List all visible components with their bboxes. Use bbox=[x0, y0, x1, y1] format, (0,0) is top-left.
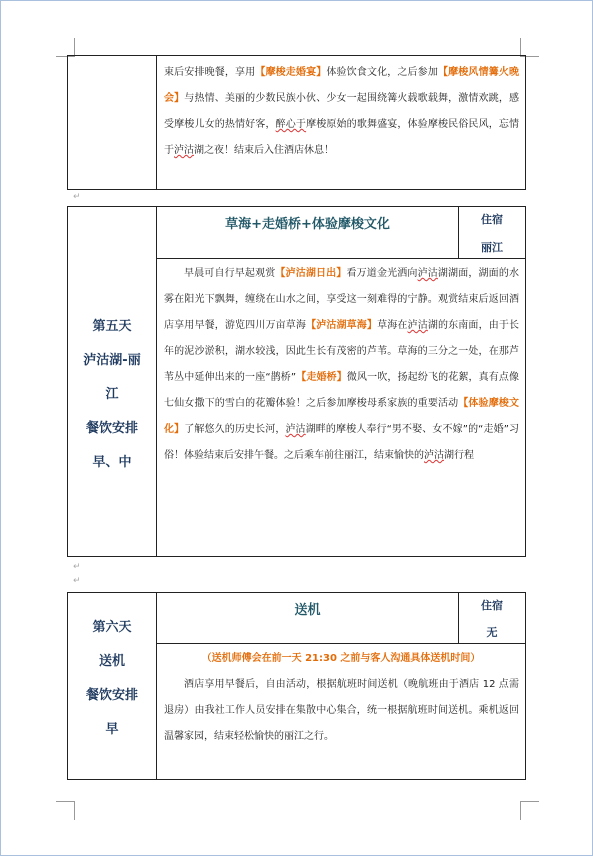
day-title-line: 第六天 bbox=[92, 620, 132, 635]
highlight-label: 【摩梭走婚宴】 bbox=[255, 67, 327, 78]
crop-mark-bottom-right bbox=[520, 801, 539, 820]
day5-theme-cell bbox=[157, 207, 459, 259]
day-title-line: 餐饮安排 bbox=[85, 688, 138, 703]
crop-mark-bottom-left bbox=[56, 801, 75, 820]
highlight-label: 【体验摩梭文化】 bbox=[164, 398, 520, 435]
text-run: 束后安排晚餐，享用 bbox=[164, 67, 256, 78]
day-title-line: 泸沽湖-丽 bbox=[83, 352, 141, 368]
day-title-line: 送机 bbox=[98, 654, 125, 669]
day4-body-cell[interactable] bbox=[157, 56, 526, 190]
text-run: 湖畔的摩梭人奉行“男不娶、女不嫁”的“走婚”习俗！体验结束后安排午餐。之后乘车前往丽江，结束愉快的 bbox=[164, 424, 520, 461]
day5-stay-label: 住宿 bbox=[481, 213, 503, 226]
day-title-line: 餐饮安排 bbox=[85, 420, 138, 436]
day5-table bbox=[67, 206, 526, 557]
day-title-line: 早、中 bbox=[92, 454, 132, 470]
text-run: 看万道金光洒向 bbox=[346, 268, 418, 279]
day-title-line: 早 bbox=[105, 722, 119, 737]
text-run: 湖行程 bbox=[444, 450, 474, 461]
day5-body-cell[interactable] bbox=[157, 259, 526, 557]
text-run: 与热情、美丽的少数民族小伙、少女一起围绕篝火载歌载舞，激情欢跳，感受摩梭儿女的热情好客， bbox=[164, 93, 520, 130]
day6-table bbox=[67, 592, 526, 780]
highlight-label: 【泸沽湖草海】 bbox=[306, 320, 378, 331]
spellcheck-word: 泸沽 bbox=[424, 450, 444, 461]
day5-stay-value: 丽江 bbox=[481, 241, 503, 254]
day5-paragraph[interactable] bbox=[157, 259, 525, 469]
day-title-line: 江 bbox=[105, 386, 119, 402]
highlight-label: 【泸沽湖日出】 bbox=[275, 268, 347, 279]
highlight-label: 【走婚桥】 bbox=[296, 372, 347, 383]
text-run: 早晨可自行早起观赏 bbox=[184, 268, 276, 279]
day6-stay-value: 无 bbox=[486, 626, 498, 639]
day6-body-cell[interactable] bbox=[157, 644, 526, 780]
day5-theme: 草海+走婚桥+体验摩梭文化 bbox=[225, 217, 390, 232]
day5-stay-cell bbox=[459, 207, 526, 259]
spellcheck-word: 泸沽 bbox=[417, 268, 438, 279]
paragraph-mark: ↵ bbox=[73, 192, 81, 202]
spellcheck-word: 泸沽 bbox=[174, 145, 194, 156]
day4-left-cell bbox=[68, 56, 157, 190]
text-run: 湖之夜！结束后入住酒店休息！ bbox=[194, 145, 334, 156]
paragraph-mark: ↵ bbox=[73, 576, 81, 586]
day6-theme: 送机 bbox=[294, 603, 321, 618]
day5-title-cell bbox=[68, 207, 157, 557]
highlight-label: 【摩梭风情篝火晚会】 bbox=[164, 67, 520, 104]
day6-stay-label: 住宿 bbox=[481, 599, 503, 612]
day6-title-cell bbox=[68, 593, 157, 780]
spellcheck-word: 泸沽 bbox=[285, 424, 306, 435]
day6-theme-cell bbox=[157, 593, 459, 644]
day4-continuation-table bbox=[67, 55, 526, 190]
text-run: 草海在 bbox=[377, 320, 408, 331]
text-run: 微风一吹，扬起纷飞的花絮，真有点像七仙女撒下的雪白的花瓣体验！之后参加摩梭母系家族的重要活动 bbox=[164, 372, 520, 409]
day-title-line: 第五天 bbox=[92, 318, 132, 334]
text-run: 体验饮食文化，之后参加 bbox=[326, 67, 438, 78]
day6-pickup-notice: （送机师傅会在前一天 21:30 之前与客人沟通具体送机时间） bbox=[201, 653, 481, 664]
text-run: 湖湖面，湖面的水雾在阳光下飘舞，缠绕在山水之间，享受这一刻难得的宁静。观赏结束后返回酒店享用早餐，游览四川万亩草海 bbox=[164, 268, 519, 331]
day4-paragraph[interactable] bbox=[157, 56, 525, 164]
day6-paragraph[interactable]: 酒店享用早餐后，自由活动，根据航班时间送机（晚航班由于酒店 12 点需退房）由我社工作人员安排在集散中心集合，统一根据航班时间送机。乘机返回温馨家园，结束轻松愉快的丽江之行。 bbox=[164, 679, 519, 742]
spellcheck-word: 泸沽 bbox=[407, 320, 428, 331]
paragraph-mark: ↵ bbox=[73, 562, 81, 572]
day6-stay-cell bbox=[459, 593, 526, 644]
text-run: 了解悠久的历史长河， bbox=[184, 424, 286, 435]
text-run: 湖的东南面，由于长年的泥沙淤积，湖水较浅，因此生长有茂密的芦苇。草海的三分之一处，在那芦苇丛中延伸出来的一座“鹊桥” bbox=[164, 320, 520, 383]
spellcheck-word: 醉心于 bbox=[275, 119, 307, 130]
text-run: 摩梭原始的歌舞盛宴，体验摩梭民俗民风，忘情于 bbox=[164, 119, 520, 156]
